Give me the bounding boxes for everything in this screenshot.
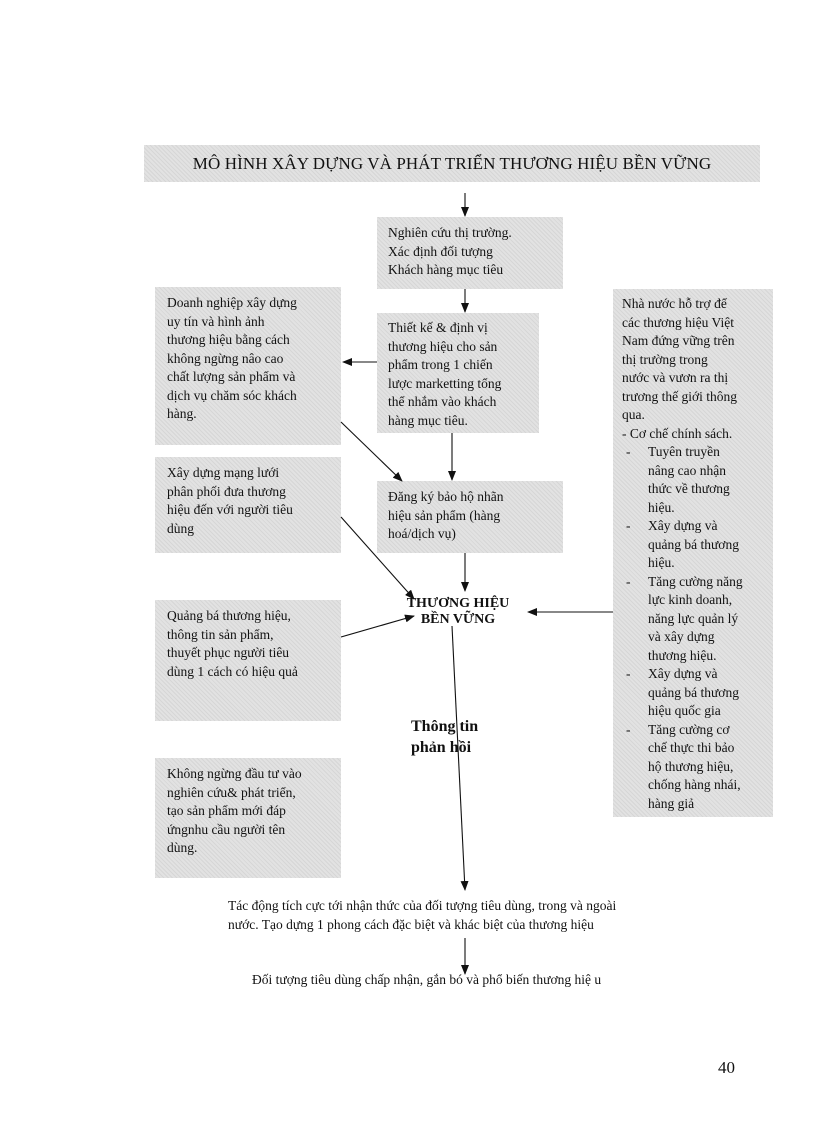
- arrow-brand-to-impact: [452, 626, 465, 890]
- line: hiệu sản phẩm (hàng: [388, 507, 501, 523]
- line: Không ngừng đầu tư vào: [167, 766, 302, 781]
- line: - Tăng cường cơ: [648, 721, 730, 737]
- line: chất lượng sản phẩm và: [167, 369, 296, 384]
- line: năng lực quản lý: [648, 610, 739, 626]
- line: hàng giả: [648, 795, 695, 811]
- line: - Tăng cường năng: [648, 573, 743, 589]
- line: hiệu.: [648, 555, 675, 570]
- diagram-title: MÔ HÌNH XÂY DỰNG VÀ PHÁT TRIỂN THƯƠNG HIỆU BỀN VỮNG: [144, 145, 760, 182]
- line: hàng mục tiêu.: [388, 412, 468, 428]
- line: phân phối đưa thương: [167, 483, 286, 499]
- line: thông tin sản phẩm,: [167, 626, 274, 642]
- line: Quảng bá thương hiệu,: [167, 608, 291, 623]
- line: dùng: [167, 520, 194, 536]
- line: hoá/dịch vụ): [388, 526, 456, 541]
- line: các thương hiệu Việt: [622, 314, 734, 330]
- line: Xây dựng mạng lưới: [167, 465, 280, 480]
- line: chế thực thi bảo: [648, 740, 735, 755]
- line: Nam đứng vững trên: [622, 333, 735, 348]
- line: dùng 1 cách có hiệu quả: [167, 663, 298, 679]
- line: hàng.: [167, 406, 197, 421]
- line: - Xây dựng và: [648, 518, 718, 533]
- acceptance-text: Đối tượng tiêu dùng chấp nhận, gắn bó và phổ biến thương hiệ u: [252, 972, 602, 987]
- line: ứngnhu cầu người tên: [167, 821, 286, 837]
- line: thương hiệu bằng cách: [167, 332, 290, 347]
- line: - Xây dựng và: [648, 666, 718, 681]
- line: Nghiên cứu thị trường.: [388, 225, 512, 240]
- line: thương hiệu.: [648, 647, 717, 663]
- arrow-advertising-to-brand: [341, 616, 414, 637]
- line: phản hồi: [411, 739, 472, 756]
- line: Xác định đối tượng: [388, 243, 493, 259]
- line: dịch vụ chăm sóc khách: [167, 387, 297, 403]
- line: Khách hàng mục tiêu: [388, 262, 504, 277]
- line: Doanh nghiệp xây dựng: [167, 295, 297, 310]
- line: hộ thương hiệu,: [648, 758, 734, 774]
- arrow-reputation-to-register: [341, 422, 402, 481]
- line: và xây dựng: [648, 629, 715, 644]
- line: hiệu quốc gia: [648, 703, 721, 718]
- line: tạo sản phẩm mới đáp: [167, 803, 286, 818]
- line: nước. Tạo dựng 1 phong cách đặc biệt và khác biệt của thương hiệu: [228, 917, 594, 932]
- line: lực kinh doanh,: [648, 592, 733, 607]
- line: hiệu.: [648, 499, 675, 515]
- line: nâng cao nhận: [648, 462, 726, 478]
- line: thuyết phục người tiêu: [167, 645, 290, 660]
- line: quảng bá thương: [648, 684, 739, 700]
- line: Tác động tích cực tới nhận thức của đối tượng tiêu dùng, trong và ngoài: [228, 898, 617, 913]
- line: BỀN VỮNG: [420, 612, 496, 627]
- arrow-distribution-to-brand: [341, 517, 414, 599]
- line: thức về thương: [648, 481, 730, 496]
- line: thương hiệu cho sản: [388, 338, 498, 354]
- line: dùng.: [167, 840, 198, 855]
- line: không ngừng nâo cao: [167, 350, 284, 366]
- line: thể nhắm vào khách: [388, 394, 497, 409]
- line: nghiên cứu& phát triển,: [167, 784, 296, 800]
- policy-heading: - Cơ chế chính sách.: [622, 425, 733, 441]
- line: qua.: [622, 407, 645, 422]
- line: chống hàng nhái,: [648, 777, 741, 792]
- line: THƯƠNG HIỆU: [406, 596, 510, 611]
- line: hiệu đến với người tiêu: [167, 502, 293, 517]
- line: Thiết kế & định vị: [388, 320, 488, 335]
- line: trương thế giới thông: [622, 388, 737, 404]
- line: nước và vươn ra thị: [622, 370, 729, 385]
- line: thị trường trong: [622, 351, 708, 367]
- line: Nhà nước hỗ trợ để: [622, 296, 727, 311]
- page-number: 40: [718, 1058, 735, 1077]
- line: quảng bá thương: [648, 536, 739, 552]
- line: lược marketting tổng: [388, 375, 502, 391]
- line: Đăng ký bảo hộ nhãn: [388, 489, 504, 504]
- line: - Tuyên truyền: [648, 444, 720, 459]
- line: phẩm trong 1 chiến: [388, 357, 493, 372]
- line: Thông tin: [411, 718, 479, 735]
- line: uy tín và hình ảnh: [167, 313, 265, 329]
